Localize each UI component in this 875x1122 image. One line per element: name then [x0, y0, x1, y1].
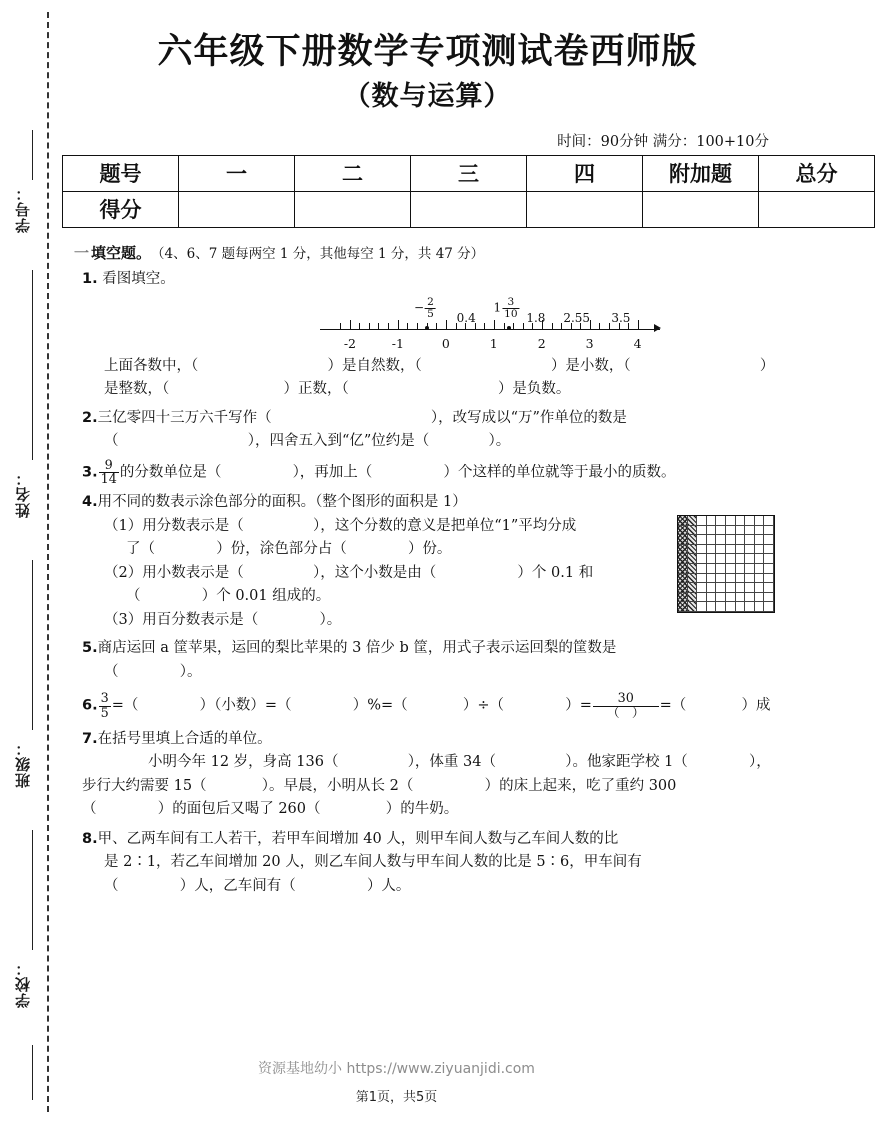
q1-text-g: ）是负数。: [497, 381, 571, 398]
question-8-line-1: [82, 828, 793, 851]
q7-text-j: ）的牛奶。: [385, 801, 459, 818]
q6-text-c: ）%=（: [352, 697, 408, 714]
sidebar-label-class: 班级：: [14, 740, 32, 788]
question-4-part3: [82, 609, 671, 632]
q5-text-b: （: [104, 663, 119, 680]
score-cell-1[interactable]: [179, 191, 295, 227]
score-table-col-3: 三: [411, 155, 527, 191]
question-4-stem: [82, 491, 793, 514]
number-line-tick-label: 3: [585, 335, 594, 351]
frac-numerator: 2: [427, 295, 434, 308]
q7-text-a: 小明今年 12 岁，身高 136（: [148, 754, 339, 771]
number-line-tick-label: -2: [343, 335, 356, 351]
q7-text-c: ）。他家距学校 1（: [565, 754, 688, 771]
q1-text-a: 上面各数中，（: [104, 357, 199, 374]
frac-numerator: 9: [104, 457, 113, 473]
score-table-col-total: 总分: [759, 155, 875, 191]
q7-text-d: ），: [749, 754, 771, 771]
number-line-canvas: [320, 295, 660, 353]
question-8-line-2: 是 2∶1，若乙车间增加 20 人，则乙车间人数与甲车间人数的比是 5∶6，甲车间有: [104, 854, 642, 871]
question-5-line-1: [82, 637, 793, 660]
score-cell-4[interactable]: [527, 191, 643, 227]
score-table-col-2: 二: [295, 155, 411, 191]
q6-text-e: ）=: [565, 697, 592, 714]
q2-text-b: ），改写成以“万”作单位的数是: [430, 409, 627, 426]
fold-dashed-line: [47, 12, 49, 1112]
question-2: [82, 407, 793, 454]
q7-text-h: （: [82, 801, 97, 818]
score-cell-total[interactable]: [759, 191, 875, 227]
score-cell-2[interactable]: [295, 191, 411, 227]
sidebar-rule: [32, 130, 33, 180]
sidebar-rule: [32, 830, 33, 950]
question-6-number: 6.: [82, 697, 98, 714]
q8-text-d: ）人。: [366, 877, 411, 894]
frac-denominator-blank[interactable]: （ ）: [593, 706, 659, 720]
q4-p1-text-a: （1）用分数表示是（: [104, 517, 244, 534]
question-2-line-2: [82, 430, 793, 453]
score-cell-extra[interactable]: [643, 191, 759, 227]
q7-stem-text: 在括号里填上合适的单位。: [97, 730, 272, 747]
frac-numerator: 30: [617, 691, 634, 707]
question-5: [82, 637, 793, 684]
question-1-line-1: [82, 355, 793, 378]
score-table-col-1: 一: [179, 155, 295, 191]
question-4-part2-line1: [82, 562, 671, 585]
question-6: [82, 692, 793, 720]
q4-p2-text-a: （2）用小数表示是（: [104, 564, 244, 581]
question-2-line-1: [82, 407, 793, 430]
q4-p1-text-c: 了（: [126, 541, 155, 558]
question-8-number: 8.: [82, 830, 98, 847]
q6-text-f: =（: [659, 697, 687, 714]
number-line-value-18: 1.8: [526, 310, 546, 325]
number-line-figure: [82, 295, 793, 353]
frac-numerator: 3: [507, 295, 515, 308]
q5-text-c: ）。: [179, 663, 202, 680]
number-line-value-04: 0.4: [456, 310, 476, 325]
q8-text-a: 甲、乙两车间有工人若干，若甲车间增加 40 人，则甲车间人数与乙车间人数的比: [97, 830, 619, 847]
mixed-whole: 1: [493, 300, 502, 315]
question-4-part2-line2: [82, 585, 671, 608]
fraction-9-14: [99, 459, 119, 487]
question-7-line-3: [82, 798, 793, 821]
number-line-value-one-and-three-tenths: [493, 297, 520, 320]
question-4-part1-line1: [82, 515, 671, 538]
q5-text-a: 商店运回 a 筐苹果，运回的梨比苹果的 3 倍少 b 筐，用式子表示运回梨的筐数是: [97, 640, 617, 657]
question-7: [82, 728, 793, 822]
section-note: （4、6、7 题每两空 1 分，其他每空 1 分，共 47 分）: [151, 245, 485, 262]
q7-text-f: ）。早晨，小明从长 2（: [261, 777, 414, 794]
q6-text-a: =（: [111, 697, 139, 714]
number-line-value-35: 3.5: [611, 310, 631, 325]
table-row-header: [63, 155, 875, 191]
number-line-point: [507, 326, 511, 330]
fraction-3-5: [99, 692, 111, 720]
score-cell-3[interactable]: [411, 191, 527, 227]
q8-text-c: ）人，乙车间有（: [179, 877, 296, 894]
q4-p2-text-e: ）个 0.01 组成的。: [201, 588, 331, 605]
exam-page: [62, 0, 838, 1122]
sidebar-label-school: 学校：: [14, 960, 32, 1008]
q7-text-i: ）的面包后又喝了 260（: [157, 801, 321, 818]
q6-text-g: ）成: [741, 697, 771, 714]
score-table-col-4: 四: [527, 155, 643, 191]
question-7-line-1: [82, 751, 793, 774]
question-2-number: 2.: [82, 409, 98, 426]
question-4: [82, 491, 793, 632]
q6-text-d: ）÷（: [462, 697, 505, 714]
frac-denominator: 10: [504, 307, 518, 320]
frac-numerator: 3: [100, 691, 109, 707]
q4-p1-text-b: ），这个分数的意义是把单位“1”平均分成: [312, 517, 577, 534]
q7-text-e: 步行大约需要 15（: [82, 777, 207, 794]
question-4-body: [82, 515, 793, 632]
q2-text-e: ）。: [488, 433, 511, 450]
number-line-tick-label: 1: [489, 335, 498, 351]
question-7-stem: [82, 728, 793, 751]
question-7-line-2: [82, 775, 793, 798]
binding-sidebar: [0, 0, 62, 1122]
exam-meta: 时间：90分钟 满分：100+10分: [557, 133, 769, 150]
q2-text-a: 三亿零四十三万六千写作（: [97, 409, 272, 426]
q3-text-a: 的分数单位是（: [119, 464, 222, 481]
frac-denominator: 5: [100, 705, 109, 721]
hundred-grid-figure: [677, 515, 775, 613]
question-4-part1-line2: [82, 538, 671, 561]
number-line-tick-label: -1: [391, 335, 404, 351]
section-number: 一: [74, 243, 90, 262]
sidebar-rule: [32, 270, 33, 460]
q3-text-b: ），再加上（: [292, 464, 373, 481]
q1-text-f: ）正数，（: [283, 381, 349, 398]
q4-p1-text-d: ）份，涂色部分占（: [216, 541, 347, 558]
number-line-value-neg-two-fifths: − $\frac{2}{5}$: [414, 295, 434, 320]
q1-text-c: ）是小数，（: [550, 357, 631, 374]
q2-text-c: （: [104, 433, 119, 450]
section-title: 填空题。: [91, 243, 152, 262]
page-number-footer: 第1页，共5页: [355, 1090, 438, 1105]
sidebar-label-student-id: 学号：: [14, 185, 32, 233]
q7-text-b: ），体重 34（: [407, 754, 496, 771]
q7-text-g: ）的床上起来，吃了重约 300: [484, 777, 677, 794]
question-3: [82, 459, 793, 487]
number-line-arrow-icon: [654, 324, 661, 332]
question-3-number: 3.: [82, 464, 98, 481]
question-5-number: 5.: [82, 640, 98, 657]
number-line-value-255: 2.55: [563, 310, 591, 325]
sidebar-label-name: 姓名：: [14, 470, 32, 518]
question-1-number: 1.: [82, 270, 98, 287]
question-1: [82, 268, 793, 402]
site-watermark: 资源基地幼小 https://www.ziyuanjidi.com: [258, 1061, 535, 1077]
number-line-tick-label: 0: [441, 335, 450, 351]
q2-text-d: ），四舍五入到“亿”位约是（: [247, 433, 430, 450]
sidebar-rule: [32, 560, 33, 730]
q1-text-d: ）: [759, 357, 775, 374]
score-table-row-label: 题号: [63, 155, 179, 191]
table-row-score: [63, 191, 875, 227]
score-table: [62, 155, 875, 228]
question-4-number: 4.: [82, 494, 98, 511]
q6-text-b: ）（小数）=（: [199, 697, 292, 714]
q4-stem-text: 用不同的数表示涂色部分的面积。（整个图形的面积是 1）: [97, 494, 467, 511]
q4-p3-text-a: （3）用百分数表示是（: [104, 611, 259, 628]
frac-denominator: 14: [100, 472, 117, 488]
question-1-stem: 看图填空。: [102, 270, 175, 287]
question-8: [82, 828, 793, 898]
section-heading: [74, 242, 793, 263]
question-7-number: 7.: [82, 730, 98, 747]
q3-text-c: ）个这样的单位就等于最小的质数。: [443, 464, 676, 481]
score-table-col-extra: 附加题: [643, 155, 759, 191]
q1-text-b: ）是自然数，（: [327, 357, 422, 374]
question-1-line-2: [82, 378, 793, 401]
frac-denominator: 5: [427, 307, 434, 320]
q4-p2-text-c: ）个 0.1 和: [517, 564, 594, 581]
number-line-tick-label: 2: [537, 335, 546, 351]
q4-p2-text-b: ），这个小数是由（: [312, 564, 437, 581]
number-line-tick-label: 4: [633, 335, 642, 351]
question-5-line-2: [82, 661, 793, 684]
q4-p1-text-e: ）份。: [407, 541, 452, 558]
q4-p3-text-b: ）。: [319, 611, 342, 628]
q8-text-b: （: [104, 877, 119, 894]
page-subtitle: （数与运算）: [343, 80, 512, 112]
score-table-row-label-score: 得分: [63, 191, 179, 227]
fraction-30-blank: [593, 692, 659, 720]
question-8-line-3: [82, 875, 793, 898]
q4-p2-text-d: （: [126, 588, 141, 605]
question-3-line-1: [82, 459, 793, 487]
question-6-line-1: [82, 692, 793, 720]
q1-text-e: 是整数，（: [104, 381, 170, 398]
page-title: 六年级下册数学专项测试卷西师版: [157, 31, 698, 72]
